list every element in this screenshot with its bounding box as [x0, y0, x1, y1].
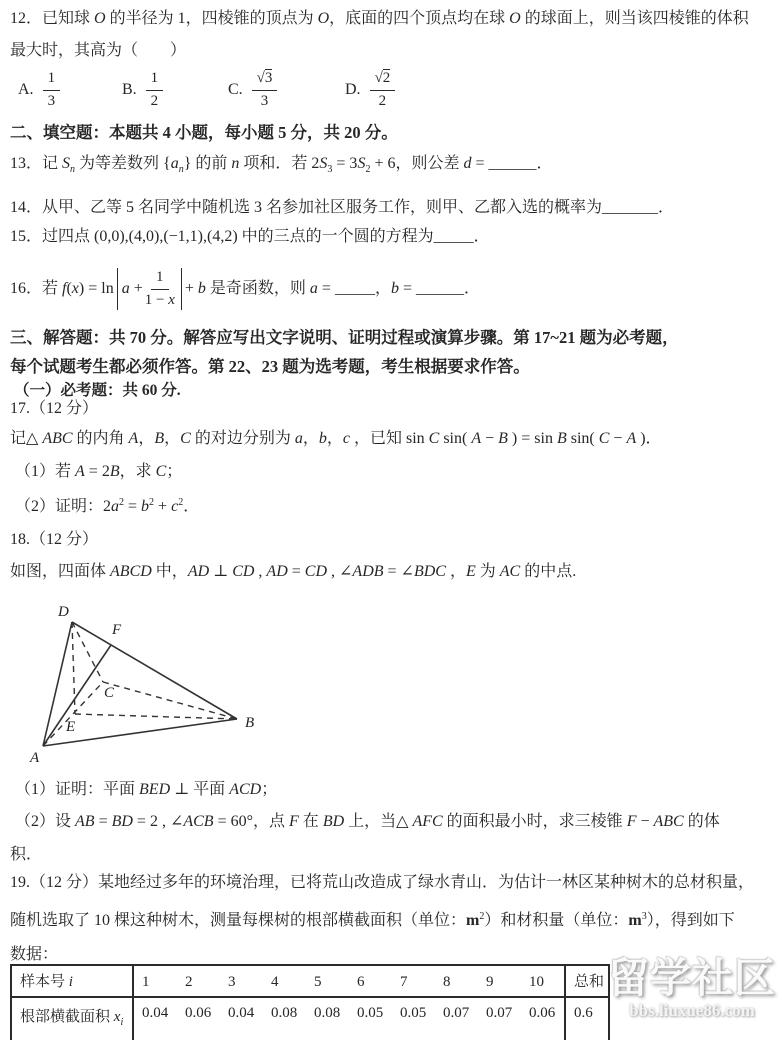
q16-fraction: $\frac{1}{1 - x}$ — [144, 269, 175, 308]
option-b-label: B. — [122, 81, 137, 98]
section-3-heading-line2: 每个试题考生都必须作答。第 22、23 题为选考题，考生根据要求作答。 — [10, 357, 530, 376]
option-c-label: C. — [228, 81, 243, 98]
table-header-sample-label: 样本号 i — [12, 966, 134, 998]
question-13: 13．记 $S_n$ 为等差数列 $\{a_n\}$ 的前 n 项和．若 $2S_3 = 3S_2 + 6$，则公差 d = ______． — [10, 155, 553, 175]
option-c — [228, 66, 277, 114]
section-3-heading-line1: 三、解答题：共 70 分。解答应写出文字说明、证明过程或演算步骤。第 17~21 题为必考题， — [10, 328, 679, 347]
sample-data-table — [10, 964, 610, 1040]
vertex-label-A: A — [30, 750, 40, 766]
watermark-url: bbs.liuxue86.com — [629, 1001, 755, 1020]
table-value-7: 0.05 — [400, 1005, 427, 1021]
question-19-line3: 数据： — [10, 946, 59, 963]
vertex-label-F: F — [112, 622, 122, 638]
table-header-4: 4 — [263, 966, 306, 998]
table-header-9: 9 — [478, 966, 521, 998]
table-header-3: 3 — [220, 966, 263, 998]
edge-CB-dashed — [103, 682, 237, 719]
table-header-6: 6 — [349, 966, 392, 998]
vertex-label-D: D — [58, 604, 69, 620]
table-value-total: 0.6 — [564, 998, 608, 1040]
segment-EB-dashed — [75, 714, 237, 719]
question-17-head: 17.（12 分） — [10, 400, 99, 417]
table-value-9: 0.07 — [486, 1005, 513, 1021]
option-d — [345, 66, 395, 114]
table-header-1: 1 — [134, 966, 177, 998]
question-18-head: 18.（12 分） — [10, 531, 99, 548]
table-header-10: 10 — [521, 966, 564, 998]
edge-DB — [72, 622, 237, 719]
option-d-label: D. — [345, 81, 361, 98]
option-d-fraction: $\frac{√2}{2}$ — [370, 69, 396, 111]
vertex-label-E: E — [66, 719, 76, 735]
table-value-6: 0.05 — [357, 1005, 384, 1021]
watermark-logo: 留学社区 — [608, 955, 776, 1001]
question-14: 14．从甲、乙等 5 名同学中随机选 3 名参加社区服务工作，则甲、乙都入选的概率为_______． — [10, 199, 675, 216]
q16-absolute-value — [117, 268, 182, 310]
question-18-part1: （1）证明：平面 BED ⊥ 平面 ACD； — [15, 781, 278, 798]
q16-suffix: + b 是奇函数，则 a = _____，b = ______． — [184, 280, 480, 297]
question-19-line2: 随机选取了 10 棵这种树木，测量每棵树的根部横截面积（单位：$m^2$）和材积量（单位：$m^3$），得到如下 — [10, 911, 735, 929]
option-a-label: A. — [18, 81, 34, 98]
question-16 — [10, 264, 480, 314]
question-15: 15．过四点 (0,0),(4,0),(−1,1),(4,2) 中的三点的一个圆的方程为_____． — [10, 228, 490, 245]
question-17-intro: 记△ ABC 的内角 A，B，C 的对边分别为 a，b，c ，已知 sin C sin( A − B ) = sin B sin( C − A )． — [10, 430, 662, 447]
edge-AC-dashed — [43, 682, 103, 746]
segment-AF — [43, 645, 111, 746]
question-18-part2-line2: 积． — [10, 846, 43, 863]
table-header-2: 2 — [177, 966, 220, 998]
section-3-part1-heading: （一）必考题：共 60 分. — [14, 382, 181, 399]
vertex-label-C: C — [104, 685, 115, 701]
table-value-2: 0.06 — [185, 1005, 212, 1021]
table-row-area-label: 根部横截面积 $x_i$ — [12, 998, 134, 1040]
question-12-line2: 最大时，其高为（ ） — [10, 42, 187, 59]
table-header-total: 总和 — [564, 966, 608, 998]
option-a-fraction: $\frac{1}{3}$ — [43, 69, 61, 111]
table-value-1: 0.04 — [142, 1005, 169, 1021]
option-b-fraction: $\frac{1}{2}$ — [146, 69, 164, 111]
q16-abs-prefix: a + — [121, 280, 143, 297]
table-value-10: 0.06 — [529, 1005, 556, 1021]
option-a — [18, 66, 60, 114]
q16-prefix: 16．若 f(x) = ln — [10, 280, 114, 297]
table-header-8: 8 — [435, 966, 478, 998]
question-18-part2-line1: （2）设 AB = BD = 2 , ∠ACB = 60°，点 F 在 BD 上，当△ AFC 的面积最小时，求三棱锥 F − ABC 的体 — [15, 813, 720, 830]
watermark — [603, 955, 781, 1021]
vertex-label-B: B — [245, 715, 255, 731]
question-19-line1: 19.（12 分）某地经过多年的环境治理，已将荒山改造成了绿水青山．为估计一林区某种树木的总材积量， — [10, 874, 755, 891]
table-value-4: 0.08 — [271, 1005, 298, 1021]
option-b — [122, 66, 163, 114]
table-value-3: 0.04 — [228, 1005, 255, 1021]
section-2-heading: 二、填空题：本题共 4 小题，每小题 5 分，共 20 分。 — [10, 123, 398, 142]
table-value-5: 0.08 — [314, 1005, 341, 1021]
question-17-part2: （2）证明：$2a^2 = b^2 + c^2$． — [15, 497, 200, 515]
table-header-5: 5 — [306, 966, 349, 998]
option-c-fraction: $\frac{√3}{3}$ — [252, 69, 278, 111]
question-12-line1: 12．已知球 O 的半径为 1，四棱锥的顶点为 O，底面的四个顶点均在球 O 的球面上，则当该四棱锥的体积 — [10, 10, 749, 27]
table-value-8: 0.07 — [443, 1005, 470, 1021]
question-17-part1: （1）若 A = 2B，求 C； — [15, 463, 183, 480]
table-header-7: 7 — [392, 966, 435, 998]
tetrahedron-figure — [0, 598, 280, 776]
question-18-intro: 如图，四面体 ABCD 中，AD ⊥ CD , AD = CD , ∠ADB = ∠BDC ，E 为 AC 的中点. — [10, 563, 577, 580]
